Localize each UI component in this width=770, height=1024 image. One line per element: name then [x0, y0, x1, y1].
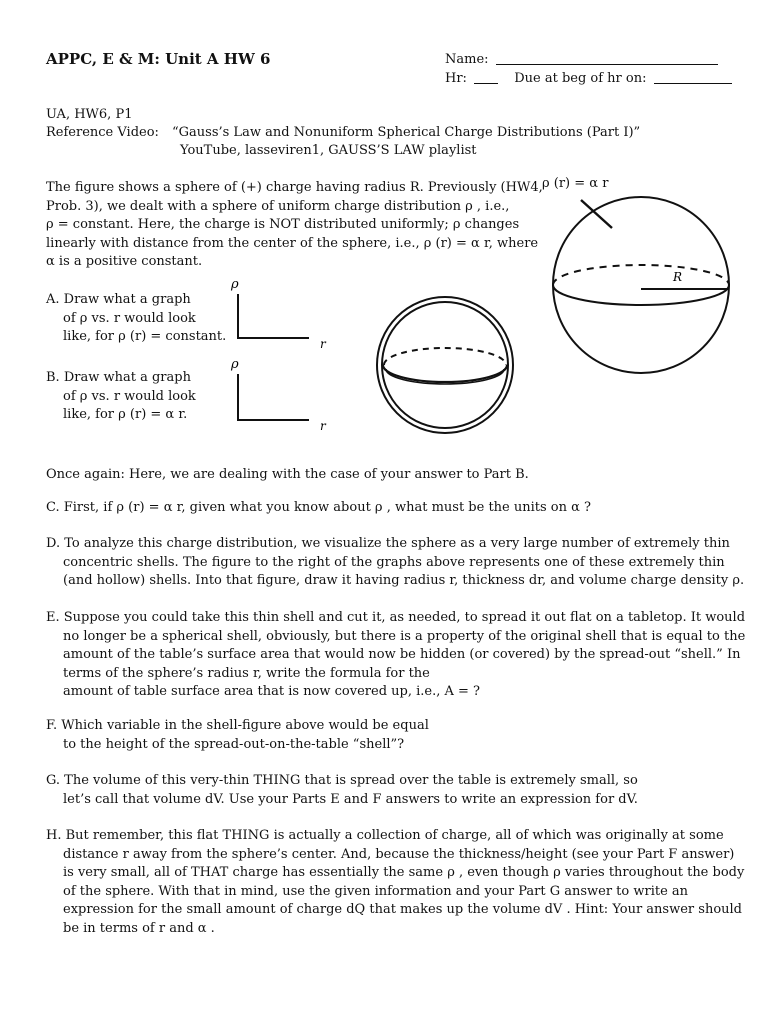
rho-label: ρ (r) = α r — [542, 176, 609, 191]
reference-title: “Gauss’s Law and Nonuniform Spherical Charge Distributions (Part I)” — [172, 125, 641, 140]
figure-description: The figure shows a sphere of (+) charge having radius R. Previously (HW4, Prob. 3), we dealt with a sphere of uniform charge distribution ρ , i.e., ρ = constant. Here, the charge is NOT distributed uniformly; ρ changes linearly with distance from the center of the sphere, i.e., ρ (r) = α r, where α is a positive constant. — [46, 180, 543, 270]
part-b: B. Draw what a graph of ρ vs. r would look like, for ρ (r) = α r. — [46, 370, 196, 423]
part-g: G. The volume of this very-thin THING that is spread over the table is extremely small, so let’s call that volume dV. Use your Parts E and F answers to write an expression for dV. — [46, 773, 638, 807]
name-blank — [496, 51, 718, 65]
part-h: H. But remember, this flat THING is actually a collection of charge, all of which was originally at some distance r away from the sphere’s center. And, because the thickness/height (see your Part F answer) is very small, all of THAT charge has essentially the same ρ , even though ρ varies throughout the body of the sphere. With that in mind, use the given information and your Part G answer to write an expression for the small amount of charge dQ that makes up the volume dV . Hint: Your answer should be in terms of r and α . — [46, 828, 745, 936]
graph-a-y-label: ρ — [231, 277, 239, 292]
once-again-note: Once again: Here, we are dealing with the case of your answer to Part B. — [46, 467, 529, 482]
graph-a-x-label: r — [320, 337, 326, 351]
radius-label: R — [673, 270, 683, 284]
name-field — [445, 51, 718, 70]
hr-label: Hr: — [445, 71, 467, 86]
thin-shell-figure — [370, 290, 520, 440]
sphere-figure — [545, 190, 745, 380]
reference-source: YouTube, lasseviren1, GAUSS’S LAW playlist — [180, 143, 477, 158]
part-d: D. To analyze this charge distribution, we visualize the sphere as a very large number of extremely thin concentric shells. The figure to the right of the graphs above represents one of these extremely thin (and hollow) shells. Into that figure, draw it having radius r, thickness dr, and volume charge density ρ. — [46, 536, 745, 589]
graph-b-y-label: ρ — [231, 357, 239, 372]
part-a: A. Draw what a graph of ρ vs. r would look like, for ρ (r) = constant. — [46, 292, 227, 345]
due-blank — [654, 70, 732, 84]
part-e: E. Suppose you could take this thin shell and cut it, as needed, to spread it out flat on a tabletop. It would no longer be a spherical shell, obviously, but there is a property of the original shell that is equal to the amount of the table’s surface area that would now be hidden (or covered) by the spread-out “shell.” In terms of the sphere’s radius r, write the formula for the amount of table surface area that is now covered up, i.e., A = ? — [46, 610, 746, 700]
hr-due-field — [445, 70, 732, 89]
graph-b-x-label: r — [320, 419, 326, 432]
hr-blank — [474, 70, 498, 84]
part-f: F. Which variable in the shell-figure above would be equal to the height of the spread-out-on-the-table “shell”? — [46, 718, 429, 752]
reference-label: Reference Video: — [46, 125, 159, 140]
problem-id: UA, HW6, P1 — [46, 107, 133, 122]
part-c: C. First, if ρ (r) = α r, given what you know about ρ , what must be the units on α ? — [46, 500, 592, 515]
page-title: APPC, E & M: Unit A HW 6 — [46, 50, 271, 68]
name-label: Name: — [445, 52, 489, 67]
graph-a-axes — [225, 272, 335, 352]
due-label: Due at beg of hr on: — [514, 71, 647, 86]
graph-b-axes — [225, 352, 335, 432]
